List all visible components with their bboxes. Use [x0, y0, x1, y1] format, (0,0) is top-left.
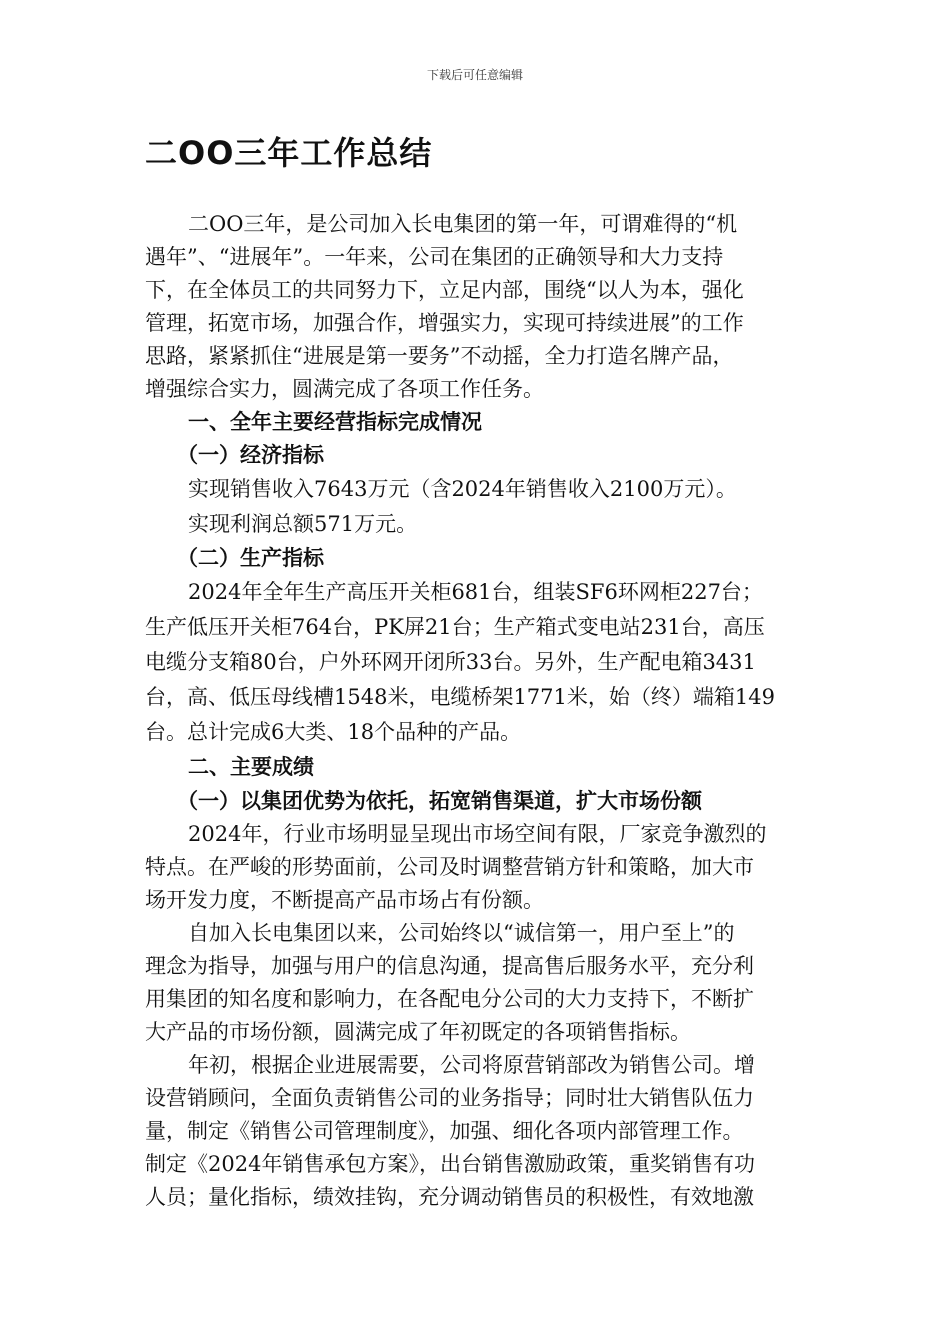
text-line: 生产低压开关柜764台，PK屏21台；生产箱式变电站231台，高压	[145, 615, 765, 639]
text-line: 2024年全年生产高压开关柜681台，组装SF6环网柜227台；	[188, 580, 763, 604]
text-line: 用集团的知名度和影响力，在各配电分公司的大力支持下，不断扩	[145, 987, 754, 1011]
text-line: 电缆分支箱80台，户外环网开闭所33台。另外，生产配电箱3431	[145, 650, 756, 674]
subsection-heading: （一）经济指标	[177, 443, 324, 467]
production-paragraph	[145, 575, 815, 750]
achievement-paragraph	[145, 818, 815, 917]
text-line: 理念为指导，加强与用户的信息沟通，提高售后服务水平，充分利	[145, 954, 754, 978]
text-line: 制定《2024年销售承包方案》，出台销售激励政策，重奖销售有功	[145, 1152, 755, 1176]
section-heading: 二、主要成绩	[188, 755, 314, 779]
text-line: 特点。在严峻的形势面前，公司及时调整营销方针和策略，加大市	[145, 855, 754, 879]
text-line: 二OO三年，是公司加入长电集团的第一年，可谓难得的“机	[188, 212, 738, 236]
achievement-paragraph	[145, 917, 815, 1049]
text-line: 增强综合实力，圆满完成了各项工作任务。	[145, 377, 544, 401]
text-line: 管理，拓宽市场，加强合作，增强实力，实现可持续进展”的工作	[145, 311, 744, 335]
text-line: 2024年，行业市场明显呈现出市场空间有限，厂家竞争激烈的	[188, 822, 767, 846]
document-body	[145, 208, 815, 1214]
subsection-heading: （二）生产指标	[177, 546, 324, 570]
page-header: 下载后可任意编辑	[426, 68, 523, 82]
text-line: 思路，紧紧抓住“进展是第一要务”不动摇，全力打造名牌产品，	[145, 344, 734, 368]
text-line: 自加入长电集团以来，公司始终以“诚信第一，用户至上”的	[188, 921, 735, 945]
text-line: 大产品的市场份额，圆满完成了年初既定的各项销售指标。	[145, 1020, 691, 1044]
text-line: 场开发力度，不断提高产品市场占有份额。	[145, 888, 544, 912]
text-line: 设营销顾问，全面负责销售公司的业务指导；同时壮大销售队伍力	[145, 1086, 754, 1110]
text-line: 年初，根据企业进展需要，公司将原营销部改为销售公司。增	[188, 1053, 755, 1077]
text-line: 下，在全体员工的共同努力下，立足内部，围绕“以人为本，强化	[145, 278, 744, 302]
text-line: 台，高、低压母线槽1548米，电缆桥架1771米，始（终）端箱149	[145, 685, 775, 709]
text-line: 实现销售收入7643万元（含2024年销售收入2100万元）。	[188, 477, 737, 501]
econ-paragraph	[145, 472, 815, 542]
text-line: 量，制定《销售公司管理制度》，加强、细化各项内部管理工作。	[145, 1119, 744, 1143]
subsection-heading: （一）以集团优势为依托，拓宽销售渠道，扩大市场份额	[177, 789, 702, 813]
text-line: 遇年”、“进展年”。一年来，公司在集团的正确领导和大力支持	[145, 245, 724, 269]
text-line: 台。总计完成6大类、18个品种的产品。	[145, 720, 522, 744]
document-title: 二OO三年工作总结	[145, 134, 433, 172]
text-line: 实现利润总额571万元。	[188, 512, 418, 536]
achievement-paragraph	[145, 1049, 815, 1214]
section-heading: 一、全年主要经营指标完成情况	[188, 410, 482, 434]
intro-paragraph	[145, 208, 815, 406]
text-line: 人员；量化指标，绩效挂钩，充分调动销售员的积极性，有效地激	[145, 1185, 754, 1209]
